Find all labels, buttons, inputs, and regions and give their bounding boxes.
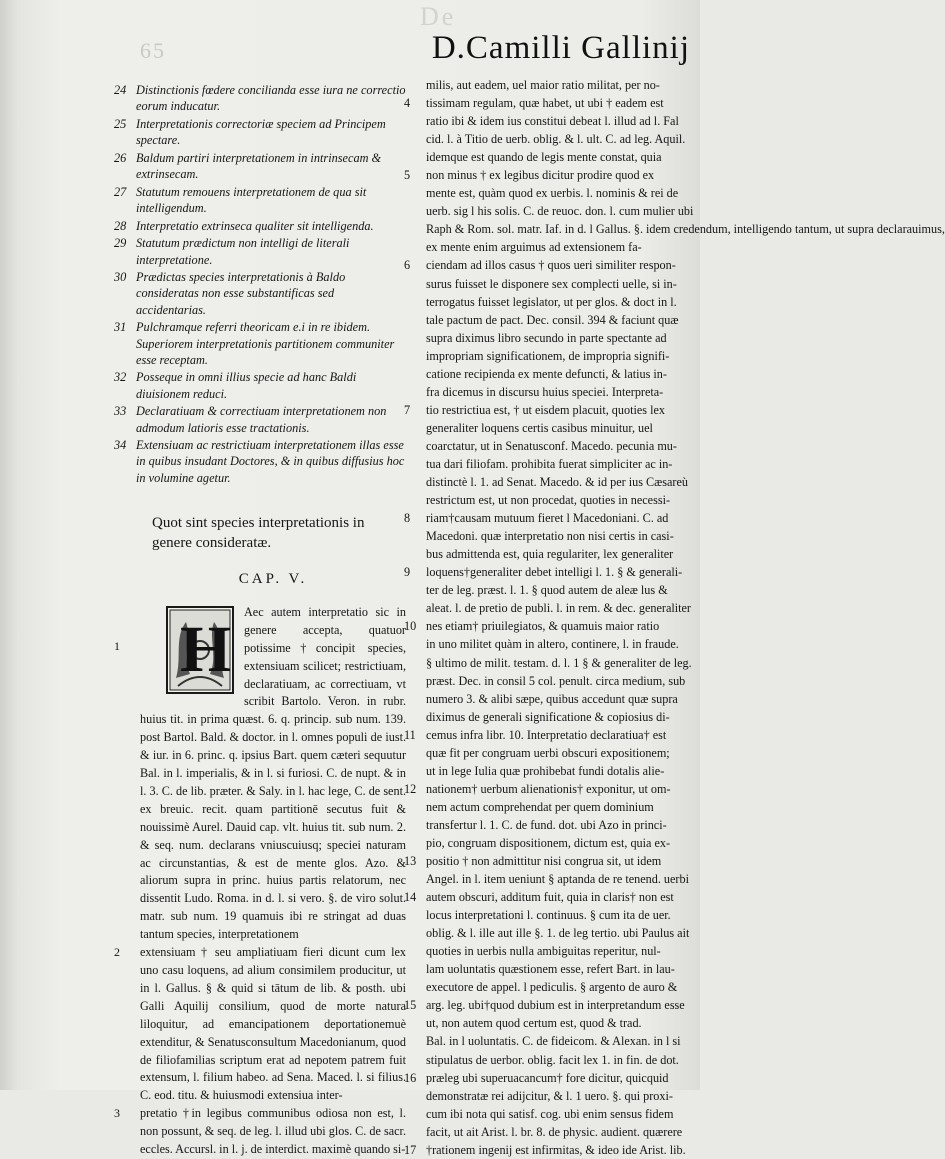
margin-number: 13 xyxy=(404,854,417,869)
line-text: ex mente enim arguimus ad extensionem fa- xyxy=(426,240,642,255)
text-line xyxy=(412,202,694,220)
line-text: nes etiam† priuilegiatos, & quamuis maior ratio xyxy=(426,619,660,634)
text-line xyxy=(412,437,694,455)
line-text: stipulatus de uerbor. oblig. facit lex 1. in fin. de dot. xyxy=(426,1052,679,1067)
chapter-heading: CAP. V. xyxy=(238,570,308,587)
line-text: facit, ut ait Arist. l. br. 8. de physic. audient. quærere xyxy=(426,1124,683,1139)
text-line xyxy=(404,563,694,581)
line-text: surus fuisset le disponere sex complecti uelle, si in- xyxy=(426,276,677,291)
paragraph-1 xyxy=(116,604,406,944)
text-line xyxy=(412,816,694,834)
margin-number: 4 xyxy=(404,96,411,111)
text-line xyxy=(412,960,694,978)
summary-text: Baldum partiri interpretationem in intrinsecam & extrinsecam. xyxy=(136,150,382,182)
summary-number: 32 xyxy=(114,370,127,385)
right-column xyxy=(404,76,945,1159)
text-line xyxy=(404,888,694,906)
text-line xyxy=(404,256,694,274)
line-text: præleg ubi superuacancum† fore dicitur, quicquid xyxy=(426,1070,669,1085)
summary-item xyxy=(116,235,406,267)
margin-number: 15 xyxy=(404,998,417,1013)
line-text: demonstratæ rei adijcitur, & l. 1 uero. §. qui proxi- xyxy=(426,1088,673,1103)
text-line xyxy=(412,581,694,599)
summary-text: Statutum prædictum non intelligi de literali interpretatione. xyxy=(136,236,350,267)
text-line xyxy=(404,1141,694,1159)
line-text: restrictum est, ut non procedat, quoties in necessi- xyxy=(426,493,671,508)
paragraph-text: extensiuam † seu ampliatiuam fieri dicunt cum lex uno casu loquens, ad alium consimilem producitur, ut in l. Gallus. § & quid si tātum de lib. & posth. ubi Galli Aquilij consilium, quod de morte natura liloquitur, ad emancipationem deportationemuè extenditur, & Senatusconsultum Macedonianum, quod de filiofamilias scriptum erat ad nepotem patrem fuit extensum, l. filium habeo. ad Sena. Maced. l. si filius. C. eod. titu. & huiusmodi extensiua inter- xyxy=(140,945,406,1103)
summary-number: 30 xyxy=(114,270,127,285)
line-text: tale pactum de pact. Dec. consil. 394 & faciunt quæ xyxy=(426,312,679,327)
text-line xyxy=(404,996,694,1014)
summary-item xyxy=(116,184,406,216)
line-text: catione recipienda ex mente defuncti, & latius in- xyxy=(426,366,667,381)
text-line xyxy=(412,238,694,256)
line-text: generaliter loquens certis casibus minuitur, uel xyxy=(426,420,653,435)
text-line xyxy=(412,798,694,816)
text-line xyxy=(412,184,694,202)
line-text: locus interpretationi l. continuus. § cum ita de uer. xyxy=(426,908,671,923)
summary-list xyxy=(116,82,406,486)
summary-number: 29 xyxy=(114,236,127,251)
line-text: § ultimo de milit. testam. d. l. 1 § & generaliter de leg. xyxy=(426,655,692,670)
line-text: Bal. in l uoluntatis. C. de fideicom. & Alexan. in l si xyxy=(426,1034,681,1049)
summary-item xyxy=(116,150,406,182)
text-line xyxy=(404,852,694,870)
text-line xyxy=(412,635,694,653)
line-text: arg. leg. ubi†quod dubium est in interpretandum esse xyxy=(426,998,685,1013)
margin-number: 17 xyxy=(404,1142,417,1157)
summary-item xyxy=(116,319,406,368)
text-line xyxy=(412,978,694,996)
line-text: positio † non admittitur nisi congrua sit, ut idem xyxy=(426,854,662,869)
text-line xyxy=(412,112,694,130)
margin-number: 12 xyxy=(404,781,417,796)
text-line xyxy=(412,1014,694,1032)
text-line xyxy=(412,654,694,672)
line-text: ut in lege Iulia quæ prohibebat fundi dotalis alie- xyxy=(426,763,665,778)
line-text: oblig. & l. ille aut ille §. 1. de leg tertio. ubi Paulus ait xyxy=(426,926,690,941)
text-line xyxy=(412,491,694,509)
text-line xyxy=(412,599,694,617)
text-line xyxy=(412,275,694,293)
text-line xyxy=(412,527,694,545)
margin-number: 11 xyxy=(404,727,416,742)
bleed-through-page-number: 65 xyxy=(140,38,166,63)
margin-number: 10 xyxy=(404,619,417,634)
text-line xyxy=(412,1105,694,1123)
summary-text: Prædictas species interpretationis à Baldo consideratas non esse substantificas sed accidentarias. xyxy=(136,270,346,317)
summary-item xyxy=(116,403,406,435)
line-text: tua dari filiofam. prohibita fuerat simpliciter ac in- xyxy=(426,456,673,471)
line-text: præst. Dec. in consil 5 col. penult. circa medium, sub xyxy=(426,673,686,688)
summary-text: Declaratiuam & correctiuam interpretationem non admodum latioris esse tractationis. xyxy=(136,404,387,435)
line-text: nationem† uerbum alienationis† exponitur, ut om- xyxy=(426,781,671,796)
line-text: coarctatur, ut in Senatusconf. Macedo. pecunia mu- xyxy=(426,438,677,453)
margin-number: 3 xyxy=(114,1106,120,1121)
text-line xyxy=(404,166,694,184)
margin-number: 9 xyxy=(404,565,411,580)
text-line xyxy=(412,347,694,365)
line-text: cemus infra libr. 10. Interpretatio declaratiua† est xyxy=(426,727,667,742)
line-text: cid. l. à Titio de uerb. oblig. & l. ult. C. ad leg. Aquil. xyxy=(426,132,686,147)
line-text: ciendam ad illos casus † quos ueri similiter respon- xyxy=(426,258,676,273)
line-text: nem actum comprehendat per quem dominium xyxy=(426,799,654,814)
summary-item xyxy=(116,116,406,148)
summary-item xyxy=(116,82,406,114)
text-line xyxy=(412,130,694,148)
margin-number: 2 xyxy=(114,945,120,960)
text-line xyxy=(412,744,694,762)
line-text: diximus de generali significatione & copiosius di- xyxy=(426,709,670,724)
line-text: in uno militet quàm in altero, continere, l. in fraude. xyxy=(426,637,679,652)
text-line xyxy=(412,148,694,166)
decorated-initial xyxy=(166,606,234,694)
line-text: non minus † ex legibus dicitur prodire quod ex xyxy=(426,168,655,183)
margin-number: 5 xyxy=(404,168,411,183)
summary-number: 34 xyxy=(114,438,127,453)
text-line xyxy=(412,1032,694,1050)
summary-text: Posseque in omni illius specie ad hanc Baldi diuisionem reduci. xyxy=(136,370,357,401)
paragraph-text: pretatio †in legibus communibus odiosa non est, l. non possunt, & seq. de leg. l. illud ubi glos. C. de sacr. eccles. Accursl. in l. j. de interdict. maximè quando si- xyxy=(140,1106,406,1157)
summary-item xyxy=(116,369,406,401)
line-text: aleat. l. de pretio de publi. l. in rem. & dec. generaliter xyxy=(426,601,691,616)
summary-text: Extensiuam ac restrictiuam interpretationem illas esse in quibus insudant Doctores, & in quibus diffusius hoc in volumine agetur. xyxy=(136,438,405,485)
text-line xyxy=(412,672,694,690)
text-line xyxy=(412,311,694,329)
text-line xyxy=(412,924,694,942)
line-text: ratio ibi & idem ius constitui debeat l. illud ad l. Fal xyxy=(426,114,679,129)
text-line xyxy=(412,76,694,94)
paragraph-text: Aec autem interpretatio sic in genere accepta, quatuor potissime†concipit species, extensiuam scilicet; restrictiuam, declaratiuam, ac correctiuam, vt scribit Bartolo. Veron. in rubr. huius tit. in prima quæst. 6. q. princip. sub num. 139. post Bartol. Bald. & doctor. in l. omnes populi de iust. & iur. in 6. princ. q. ipsius Bart. quem cæteri sequutur Bal. in l. imperialis, & in l. si furiosi. C. de nupt. & in l. 3. C. de lib. præter. & Saly. in l. hac lege, C. de sent. ex breuic. recit. quam partitionē secutus fuit & nouissimè Aurel. Dauid cap. vlt. huius tit. sub num. 2. & seq. num. declarans vniuscuiusq; speciei naturam ac circunstantias, & est de mente glos. Azo. & aliorum supra in princ. huius partis relatorum, nec dissentit Ludo. Roma. in d. l. si vero. §. de viro solut. matr. sub num. 19 quamuis ibi re stringat ad duas tantum species, interpretationem xyxy=(140,604,406,942)
summary-item xyxy=(116,269,406,318)
line-text: ter de leg. præst. l. 1. § quod autem de aleæ lus & xyxy=(426,583,668,598)
text-line xyxy=(412,870,694,888)
line-text: Raph & Rom. sol. matr. Iaf. in d. l Gallus. §. idem credendum, intelligendo tantum, ut supra declarauimus, xyxy=(426,222,945,237)
margin-number: 6 xyxy=(404,258,411,273)
summary-text: Distinctionis fœdere concilianda esse iura ne correctio eorum inducatur. xyxy=(136,83,406,114)
summary-item xyxy=(116,437,406,486)
text-line xyxy=(412,942,694,960)
summary-number: 31 xyxy=(114,320,127,335)
line-text: milis, aut eadem, uel maior ratio militat, per no- xyxy=(426,78,660,92)
text-line xyxy=(404,94,694,112)
text-line xyxy=(412,762,694,780)
line-text: Angel. in l. item ueniunt § aptanda de re tenend. uerbi xyxy=(426,872,689,887)
text-line xyxy=(412,365,694,383)
left-column xyxy=(116,82,406,1159)
line-text: cum ibi nota qui satisf. cog. ubi enim sensus fidem xyxy=(426,1106,674,1121)
text-line xyxy=(404,1069,694,1087)
line-text: tio restrictiua est, † ut eisdem placuit, quoties lex xyxy=(426,402,665,417)
text-line xyxy=(412,220,945,238)
line-text: supra diximus libro secundo in parte spectante ad xyxy=(426,330,667,345)
line-text: Macedoni. quæ interpretatio non nisi certis in casi- xyxy=(426,529,674,544)
text-line xyxy=(412,834,694,852)
line-text: riam†causam mutuum fieret l Macedoniani. C. ad xyxy=(426,511,669,526)
summary-number: 25 xyxy=(114,116,127,131)
summary-text: Statutum remouens interpretationem de qua sit intelligendum. xyxy=(136,184,367,215)
line-text: quoties in uerbis nulla ambiguitas reperitur, nul- xyxy=(426,944,661,959)
text-line xyxy=(412,1087,694,1105)
line-text: mente est, quàm quod ex uerbis. l. nominis & rei de xyxy=(426,186,679,201)
summary-number: 28 xyxy=(114,218,127,233)
text-line xyxy=(404,401,694,419)
summary-number: 26 xyxy=(114,150,127,165)
margin-number: 7 xyxy=(404,402,411,417)
text-line xyxy=(404,617,694,635)
line-text: quæ fit per congruam uerbi obscuri expositionem; xyxy=(426,745,670,760)
margin-number: 8 xyxy=(404,511,411,526)
line-text: impropriam significationem, de impropria signifi- xyxy=(426,348,670,363)
line-text: †rationem ingenij est infirmitas, & ideo ide Arist. lib. xyxy=(426,1142,686,1157)
line-text: distinctè l. 1. ad Senat. Macedo. & id per ius Cæsareù xyxy=(426,475,688,490)
margin-number: 16 xyxy=(404,1070,417,1085)
chapter-body xyxy=(116,604,406,1159)
margin-number: 14 xyxy=(404,890,417,905)
text-line xyxy=(404,509,694,527)
line-text: fra dicemus in discursu huius speciei. Interpreta- xyxy=(426,384,664,399)
text-line xyxy=(412,1051,694,1069)
line-text: transfertur l. 1. C. de fund. dot. ubi Azo in princi- xyxy=(426,817,667,832)
text-line xyxy=(412,419,694,437)
text-line xyxy=(412,473,694,491)
summary-item xyxy=(116,218,406,234)
summary-number: 24 xyxy=(114,83,127,97)
text-line xyxy=(412,455,694,473)
line-text: executore de appel. l pediculis. § argento de auro & xyxy=(426,980,678,995)
text-line xyxy=(412,329,694,347)
margin-number: 1 xyxy=(114,638,120,653)
bleed-through-heading: De xyxy=(420,2,457,31)
section-title: Quot sint species interpretationis in genere consideratæ. xyxy=(152,514,365,551)
summary-text: Interpretatio extrinseca qualiter sit intelligenda. xyxy=(136,218,374,233)
line-text: lam uoluntatis quæstionem esse, refert Bart. in lau- xyxy=(426,962,675,977)
text-line xyxy=(412,383,694,401)
running-title: D.Camilli Gallinij xyxy=(431,30,690,66)
text-line xyxy=(412,708,694,726)
text-line xyxy=(412,690,694,708)
text-line xyxy=(412,1123,694,1141)
summary-number: 33 xyxy=(114,404,127,419)
line-text: ut, non autem quod certum est, quod & trad. xyxy=(426,1016,642,1031)
line-text: idemque est quando de legis mente constat, quia xyxy=(426,150,662,165)
text-line xyxy=(404,780,694,798)
line-text: numero 3. & alibi sæpe, quibus accedunt quæ supra xyxy=(426,691,678,706)
line-text: loquens†generaliter debet intelligi l. 1. § & generali- xyxy=(426,565,683,580)
text-line xyxy=(412,545,694,563)
line-text: uerb. sig l his solis. C. de reuoc. don. l. cum mulier ubi xyxy=(426,204,694,219)
initial-letter: H xyxy=(180,612,232,686)
line-text: tissimam regulam, quæ habet, ut ubi † eadem est xyxy=(426,96,664,111)
paragraph-3 xyxy=(116,1105,406,1159)
line-text: terrogatus fuisset legislator, ut per glos. & doct in l. xyxy=(426,294,677,309)
line-text: autem obscuri, additum fuit, quia in claris† non est xyxy=(426,890,674,905)
text-line xyxy=(404,726,694,744)
paragraph-2 xyxy=(116,944,406,1105)
summary-text: Pulchramque referri theoricam e.i in re ibidem. Superiorem interpretationis partitionem communiter esse receptam. xyxy=(136,320,395,367)
text-line xyxy=(412,293,694,311)
summary-text: Interpretationis correctoriæ speciem ad Principem spectare. xyxy=(136,116,386,148)
line-text: pio, congruam dispositionem, dictum est, quia ex- xyxy=(426,835,671,850)
line-text: bus admittenda est, quia regulariter, lex generaliter xyxy=(426,547,674,562)
summary-number: 27 xyxy=(114,184,127,199)
text-line xyxy=(412,906,694,924)
